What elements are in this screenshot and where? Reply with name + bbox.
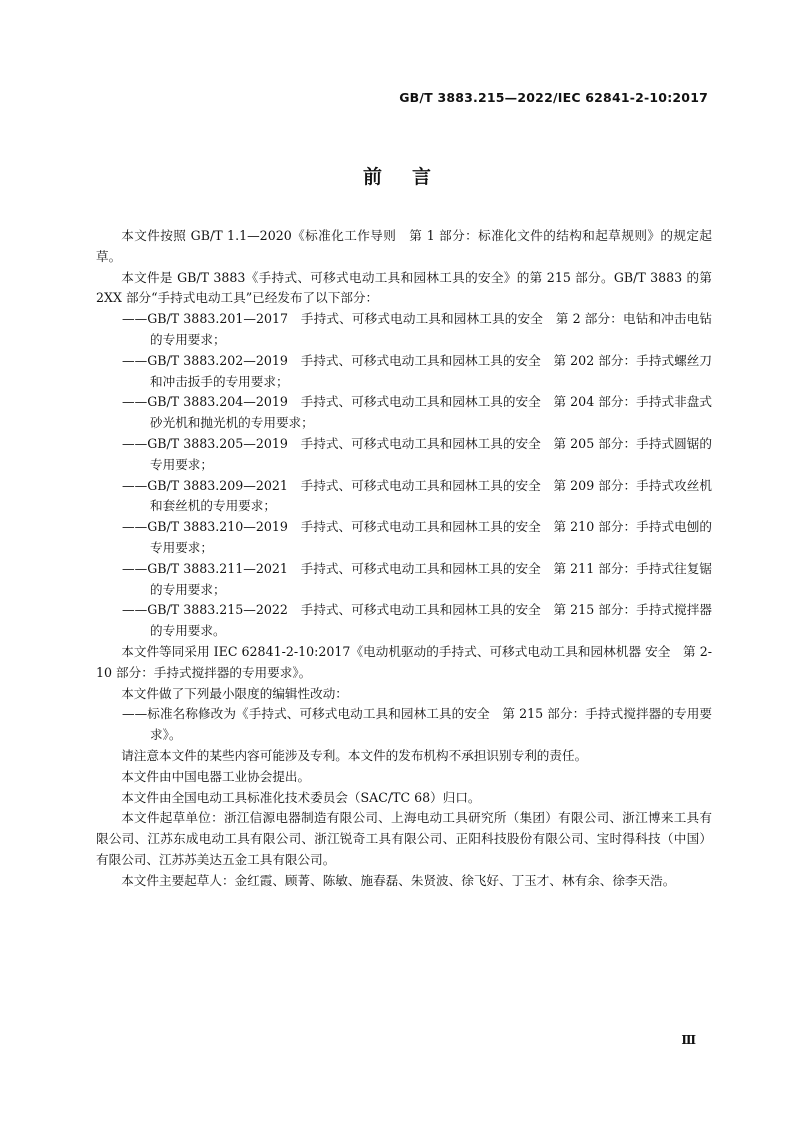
paragraph-iec-adoption: 本文件等同采用 IEC 62841-2-10:2017《电动机驱动的手持式、可移式电动工具和园林机器 安全 第 2-10 部分：手持式搅拌器的专用要求》。 [96,643,712,680]
list-item: ——标准名称修改为《手持式、可移式电动工具和园林工具的安全 第 215 部分：手持式搅拌器的专用要求》。 [122,706,712,743]
list-item: ——GB/T 3883.209—2021 手持式、可移式电动工具和园林工具的安全 第 209 部分：手持式攻丝机和套丝机的专用要求； [122,477,712,514]
list-item: ——GB/T 3883.205—2019 手持式、可移式电动工具和园林工具的安全 第 205 部分：手持式圆锯的专用要求； [122,435,712,472]
paragraph-proposer: 本文件由中国电器工业协会提出。 [121,768,311,784]
list-item: ——GB/T 3883.210—2019 手持式、可移式电动工具和园林工具的安全 第 210 部分：手持式电刨的专用要求； [122,519,712,555]
foreword-body [96,226,712,892]
list-item: ——GB/T 3883.215—2022 手持式、可移式电动工具和园林工具的安全 第 215 部分：手持式搅拌器的专用要求。 [122,602,712,639]
paragraph-editorial-changes: 本文件做了下列最小限度的编辑性改动： [121,685,348,701]
paragraph-patent-notice: 请注意本文件的某些内容可能涉及专利。本文件的发布机构不承担识别专利的责任。 [121,747,588,763]
paragraph-drafting-units: 本文件起草单位：浙江信源电器制造有限公司、上海电动工具研究所（集团）有限公司、浙江博来工具有限公司、江苏东成电动工具有限公司、浙江锐奇工具有限公司、正阳科技股份有限公司、宝时得科技（中国）有限公司、江苏苏美达五金工具有限公司。 [96,810,712,867]
paragraph-committee: 本文件由全国电动工具标准化技术委员会（SAC/TC 68）归口。 [121,789,481,805]
paragraph-drafters: 本文件主要起草人：金红霞、顾菁、陈敏、施春磊、朱贤波、徐飞好、丁玉才、林有余、徐李天浩。 [121,872,676,888]
list-item: ——GB/T 3883.201—2017 手持式、可移式电动工具和园林工具的安全 第 2 部分：电钻和冲击电钻的专用要求； [122,311,712,347]
list-item: ——GB/T 3883.204—2019 手持式、可移式电动工具和园林工具的安全 第 204 部分：手持式非盘式砂光机和抛光机的专用要求； [122,394,712,431]
page-number: Ⅲ [681,1033,696,1047]
page-title: 前言 [362,166,461,188]
paragraph-series-intro: 本文件是 GB/T 3883《手持式、可移式电动工具和园林工具的安全》的第 215 部分。GB/T 3883 的第 2XX 部分“手持式电动工具”已经发布了以下部分： [96,269,712,306]
standard-code-header: GB/T 3883.215—2022/IEC 62841-2-10:2017 [399,90,708,105]
list-item: ——GB/T 3883.211—2021 手持式、可移式电动工具和园林工具的安全 第 211 部分：手持式往复锯的专用要求； [122,560,712,597]
list-item: ——GB/T 3883.202—2019 手持式、可移式电动工具和园林工具的安全 第 202 部分：手持式螺丝刀和冲击扳手的专用要求； [122,352,712,389]
paragraph-drafting-rules: 本文件按照 GB/T 1.1—2020《标准化工作导则 第 1 部分：标准化文件的结构和起草规则》的规定起草。 [96,228,712,264]
